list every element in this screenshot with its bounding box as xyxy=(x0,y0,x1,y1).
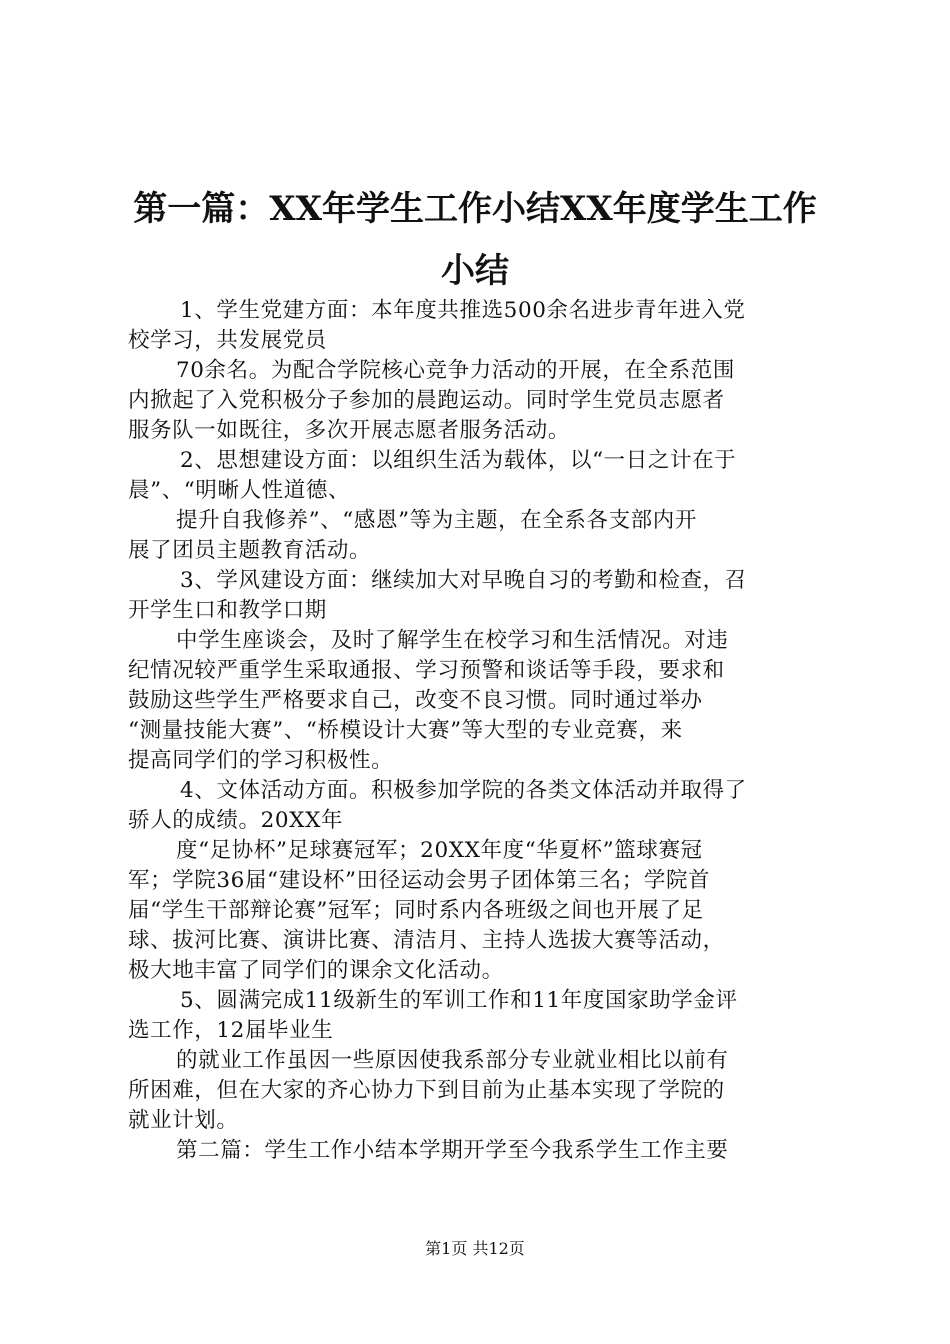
body-line: 提升自我修养”、“感恩”等为主题，在全系各支部内开 xyxy=(176,508,697,533)
body-line: 军；学院36届“建设杯”田径运动会男子团体第三名；学院首 xyxy=(128,868,711,893)
body-line: 服务队一如既往，多次开展志愿者服务活动。 xyxy=(128,418,571,443)
body-line: 内掀起了入党积极分子参加的晨跑运动。同时学生党员志愿者 xyxy=(128,388,725,413)
page-number: 第1页 共12页 xyxy=(425,1239,525,1258)
body-line: 开学生口和教学口期 xyxy=(128,598,327,623)
document-body xyxy=(128,296,828,1166)
body-line: 度“足协杯”足球赛冠军；20XX年度“华夏杯”篮球赛冠 xyxy=(176,838,703,863)
page-footer xyxy=(0,1238,950,1260)
body-line: 骄人的成绩。20XX年 xyxy=(128,808,344,833)
body-line: 的就业工作虽因一些原因使我系部分专业就业相比以前有 xyxy=(176,1048,729,1073)
body-line: 1、学生党建方面：本年度共推选500余名进步青年进入党 xyxy=(180,298,746,323)
body-line: 2、思想建设方面：以组织生活为载体，以“一日之计在于 xyxy=(180,448,737,473)
body-line: 球、拔河比赛、演讲比赛、清洁月、主持人选拔大赛等活动， xyxy=(128,928,725,953)
body-line: 展了团员主题教育活动。 xyxy=(128,538,372,563)
body-line: 4、文体活动方面。积极参加学院的各类文体活动并取得了 xyxy=(180,778,747,803)
body-line: 鼓励这些学生严格要求自己，改变不良习惯。同时通过举办 xyxy=(128,688,703,713)
body-line: 3、学风建设方面：继续加大对早晚自习的考勤和检查，召 xyxy=(180,568,747,593)
body-line: “测量技能大赛”、“桥模设计大赛”等大型的专业竞赛，来 xyxy=(128,718,683,743)
body-line: 第二篇：学生工作小结本学期开学至今我系学生工作主要 xyxy=(176,1138,729,1163)
body-line: 晨”、“明晰人性道德、 xyxy=(128,478,351,503)
body-line: 届“学生干部辩论赛”冠军；同时系内各班级之间也开展了足 xyxy=(128,898,704,923)
body-line: 提高同学们的学习积极性。 xyxy=(128,748,394,773)
title-line-2: 小结 xyxy=(441,251,509,291)
body-line: 70余名。为配合学院核心竞争力活动的开展，在全系范围 xyxy=(176,358,735,383)
document-title xyxy=(110,178,840,302)
body-line: 校学习，共发展党员 xyxy=(128,328,327,353)
body-line: 纪情况较严重学生采取通报、学习预警和谈话等手段，要求和 xyxy=(128,658,725,683)
body-line: 就业计划。 xyxy=(128,1108,239,1133)
body-line: 5、圆满完成11级新生的军训工作和11年度国家助学金评 xyxy=(180,988,738,1013)
body-line: 中学生座谈会，及时了解学生在校学习和生活情况。对违 xyxy=(176,628,729,653)
body-line: 选工作，12届毕业生 xyxy=(128,1018,334,1043)
body-line: 所困难，但在大家的齐心协力下到目前为止基本实现了学院的 xyxy=(128,1078,725,1103)
title-line-1: 第一篇：XX年学生工作小结XX年度学生工作 xyxy=(133,189,817,229)
body-line: 极大地丰富了同学们的课余文化活动。 xyxy=(128,958,504,983)
